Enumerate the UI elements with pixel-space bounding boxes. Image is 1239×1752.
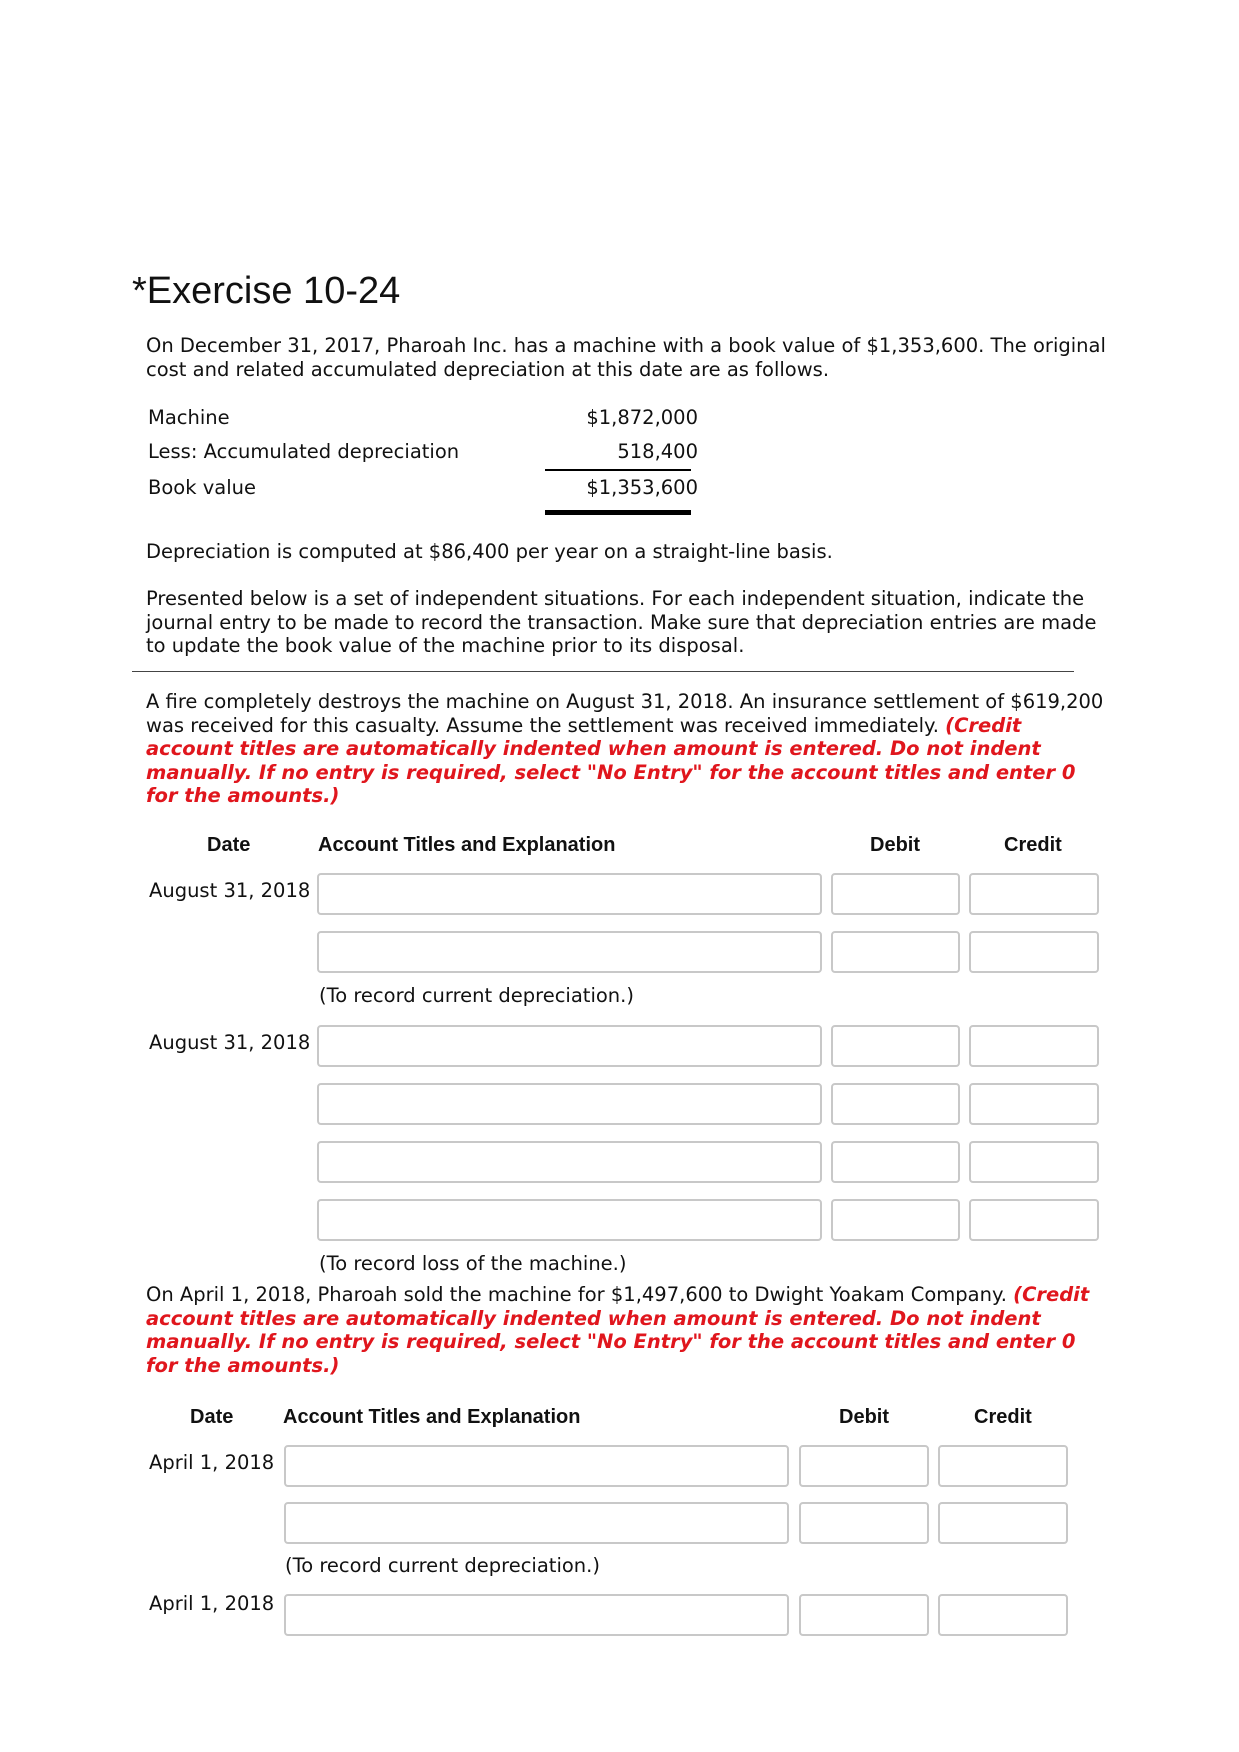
balance-row-book-value: [148, 476, 698, 506]
credit-input[interactable]: [938, 1594, 1068, 1636]
header-debit: Debit: [839, 1406, 889, 1428]
header-credit: Credit: [1004, 834, 1062, 856]
exercise-title: *Exercise 10-24: [132, 270, 401, 312]
account-title-input[interactable]: [284, 1445, 789, 1487]
entry-date: August 31, 2018: [149, 879, 311, 902]
entry-memo: (To record current depreciation.): [319, 984, 634, 1007]
instructions-paragraph: Presented below is a set of independent situations. For each independent situation, indicate the journal entry to be made to record the transaction. Make sure that depreciation entries are made to update the book value of the machine prior to its disposal.: [146, 587, 1097, 657]
account-title-input[interactable]: [317, 1025, 822, 1067]
section-divider: [132, 671, 1074, 672]
credit-input[interactable]: [969, 931, 1099, 973]
credit-input[interactable]: [938, 1445, 1068, 1487]
credit-input[interactable]: [938, 1502, 1068, 1544]
debit-input[interactable]: [831, 873, 960, 915]
debit-input[interactable]: [831, 1025, 960, 1067]
balance-label: Machine: [148, 406, 230, 429]
account-title-input[interactable]: [317, 873, 822, 915]
header-date: Date: [190, 1406, 234, 1428]
credit-input[interactable]: [969, 1141, 1099, 1183]
balance-label: Less: Accumulated depreciation: [148, 440, 460, 463]
debit-input[interactable]: [831, 1141, 960, 1183]
account-title-input[interactable]: [284, 1594, 789, 1636]
header-account-titles: Account Titles and Explanation: [318, 834, 616, 856]
balance-label: Book value: [148, 476, 256, 499]
situation-b-description: On April 1, 2018, Pharoah sold the machine for $1,497,600 to Dwight Yoakam Company.: [146, 1283, 1007, 1306]
total-double-rule: [545, 510, 691, 515]
debit-input[interactable]: [831, 931, 960, 973]
debit-input[interactable]: [831, 1199, 960, 1241]
entry-date: April 1, 2018: [149, 1451, 275, 1474]
credit-input[interactable]: [969, 873, 1099, 915]
credit-input[interactable]: [969, 1025, 1099, 1067]
balance-amount: 518,400: [617, 440, 698, 463]
header-date: Date: [207, 834, 251, 856]
header-account-titles: Account Titles and Explanation: [283, 1406, 581, 1428]
credit-input[interactable]: [969, 1199, 1099, 1241]
balance-amount: $1,872,000: [586, 406, 698, 429]
credit-input[interactable]: [969, 1083, 1099, 1125]
account-title-input[interactable]: [317, 1199, 822, 1241]
header-debit: Debit: [870, 834, 920, 856]
account-title-input[interactable]: [284, 1502, 789, 1544]
debit-input[interactable]: [799, 1445, 929, 1487]
debit-input[interactable]: [831, 1083, 960, 1125]
situation-b-note: (Credit account titles are automatically indented when amount is entered. Do not indent manually. If no entry is required, select "No Entry" for the account titles and enter 0 for the amounts.): [146, 1283, 1090, 1377]
entry-memo: (To record loss of the machine.): [319, 1252, 627, 1275]
situation-a-text: [146, 690, 1106, 808]
balance-row-machine: [148, 406, 698, 436]
header-credit: Credit: [974, 1406, 1032, 1428]
account-title-input[interactable]: [317, 1141, 822, 1183]
debit-input[interactable]: [799, 1502, 929, 1544]
balance-row-accumulated-depreciation: [148, 440, 698, 470]
entry-memo: (To record current depreciation.): [285, 1554, 600, 1577]
situation-a-description: A fire completely destroys the machine on August 31, 2018. An insurance settlement of $619,200 was received for this casualty. Assume the settlement was received immediately.: [146, 690, 1104, 737]
account-title-input[interactable]: [317, 1083, 822, 1125]
account-title-input[interactable]: [317, 931, 822, 973]
depreciation-note: Depreciation is computed at $86,400 per year on a straight-line basis.: [146, 540, 833, 563]
subtotal-rule: [545, 469, 691, 471]
entry-date: August 31, 2018: [149, 1031, 311, 1054]
entry-date: April 1, 2018: [149, 1592, 275, 1615]
situation-b-text: [146, 1283, 1106, 1377]
situation-a-note: (Credit account titles are automatically indented when amount is entered. Do not indent manually. If no entry is required, select "No Entry" for the account titles and enter 0 for the amounts.): [146, 713, 1076, 807]
debit-input[interactable]: [799, 1594, 929, 1636]
balance-amount: $1,353,600: [586, 476, 698, 499]
intro-paragraph: On December 31, 2017, Pharoah Inc. has a machine with a book value of $1,353,600. The original cost and related accumulated depreciation at this date are as follows.: [146, 334, 1106, 381]
